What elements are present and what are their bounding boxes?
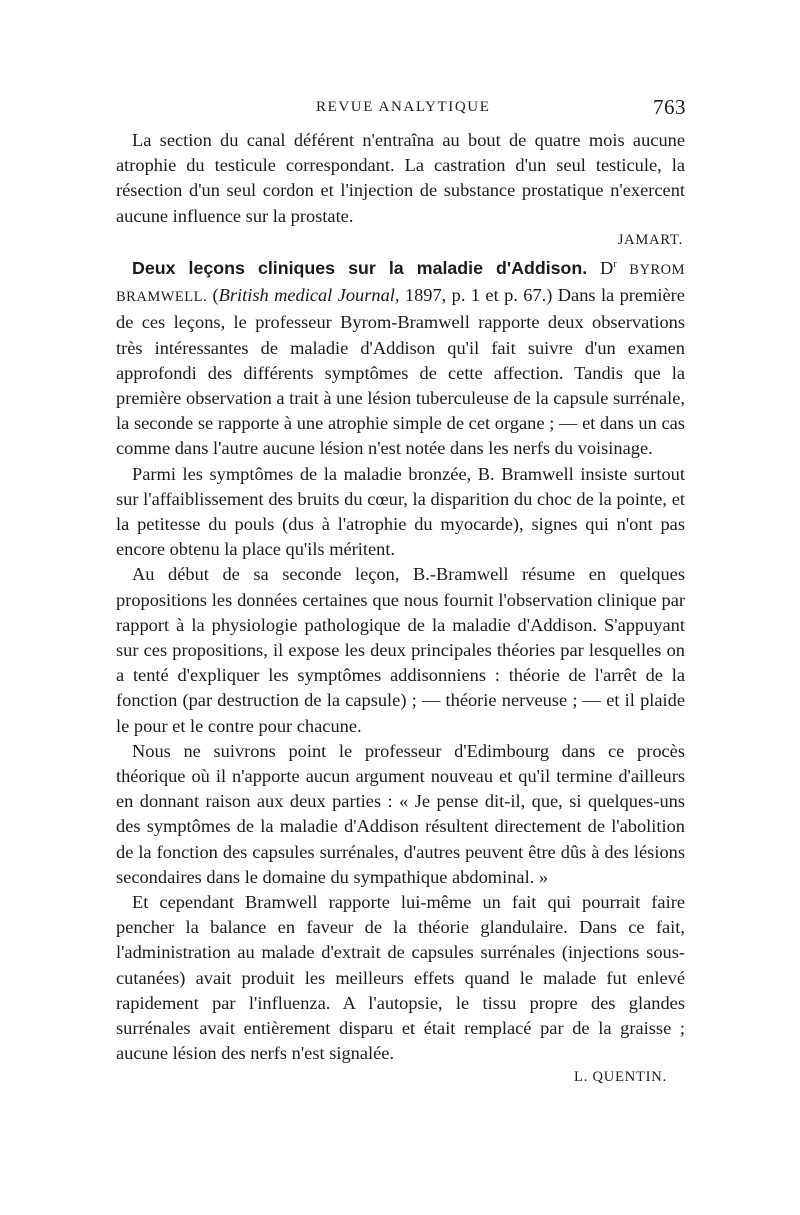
author-prefix: D <box>599 257 614 278</box>
signature-quentin: L. QUENTIN. <box>574 1069 667 1086</box>
journal-title: British medical Journal, <box>218 285 400 306</box>
paragraph: La section du canal déférent n'entraîna au bout de quatre mois aucune atrophie du testicule correspondant. La castration d'un seul testicule, la résection d'un seul cordon et l'injection de substance prostatique n'exercent aucune influence sur la prostate. <box>116 130 685 226</box>
reference-open: ( <box>212 285 219 306</box>
article-headline: Deux leçons cliniques sur la maladie d'Addison. <box>132 257 588 278</box>
article-intro <box>116 252 685 462</box>
body-text <box>116 128 685 1089</box>
author-name: BYROM BRAMWELL. <box>116 261 685 306</box>
paragraph: Parmi les symptômes de la maladie bronzée, B. Bramwell insiste surtout sur l'affaiblissement des bruits du cœur, la disparition du choc de la pointe, et la petitesse du pouls (dus à l'atrophie du myocarde), signes qui n'ont pas encore obtenu la place qu'ils méritent. <box>116 463 685 560</box>
paragraph: Nous ne suivrons point le professeur d'Edimbourg dans ce procès théorique où il n'apporte aucun argument nouveau et qu'il termine d'ailleurs en donnant raison aux deux parties : « Je pense dit-il, que, si quelques-uns des symptômes de la maladie d'Addison résultent directement de l'abolition de la fonction des capsules surrénales, d'autres peuvent être dûs à des lésions secondaires dans le domaine du sympathique abdominal. » <box>116 740 685 887</box>
paragraph: Et cependant Bramwell rapporte lui-même un fait qui pourrait faire pencher la balance en faveur de la théorie glandulaire. Dans ce fait, l'administration au malade d'extrait de capsules surrénales (injections sous-cutanées) avait produit les meilleurs effets quand le malade fut enlevé rapidement par l'influenza. A l'autopsie, le tissu propre des glandes surrénales avait entièrement disparu et était remplacé par de la graisse ; aucune lésion des nerfs n'est signalée. <box>116 892 685 1064</box>
reference-details: 1897, p. 1 et p. 67.) <box>404 285 553 306</box>
signature-jamart: JAMART. <box>617 231 683 248</box>
page-number: 763 <box>653 95 686 119</box>
paragraph: Au début de sa seconde leçon, B.-Bramwell résume en quelques propositions les données certaines que nous fournit l'observation clinique par rapport à la physiologie pathologique de la maladie d'Addison. S'appuyant sur ces propositions, il expose les deux principales théories par lesquelles on a tenté d'expliquer les symptômes addisonniens : théorie de l'arrêt de la fonction (par destruction de la capsule) ; — théorie nerveuse ; — et il plaide le pour et le contre pour chacune. <box>116 564 685 736</box>
author-title-sup: r <box>613 258 617 270</box>
intro-text: Dans la première de ces leçons, le professeur Byrom-Bramwell rapporte deux observations très intéressantes de maladie d'Addison qu'il fait suivre d'un examen approfondi des différents symptômes de cette affection. Tandis que la première observation a trait à une lésion tuberculeuse de la capsule surrénale, la seconde se rapporte à une atrophie simple de cet organe ; — et dans un cas comme dans l'autre aucune lésion n'est notée dans les nerfs du voisinage. <box>116 285 685 459</box>
page-header <box>116 95 686 123</box>
running-title: REVUE ANALYTIQUE <box>316 99 491 115</box>
